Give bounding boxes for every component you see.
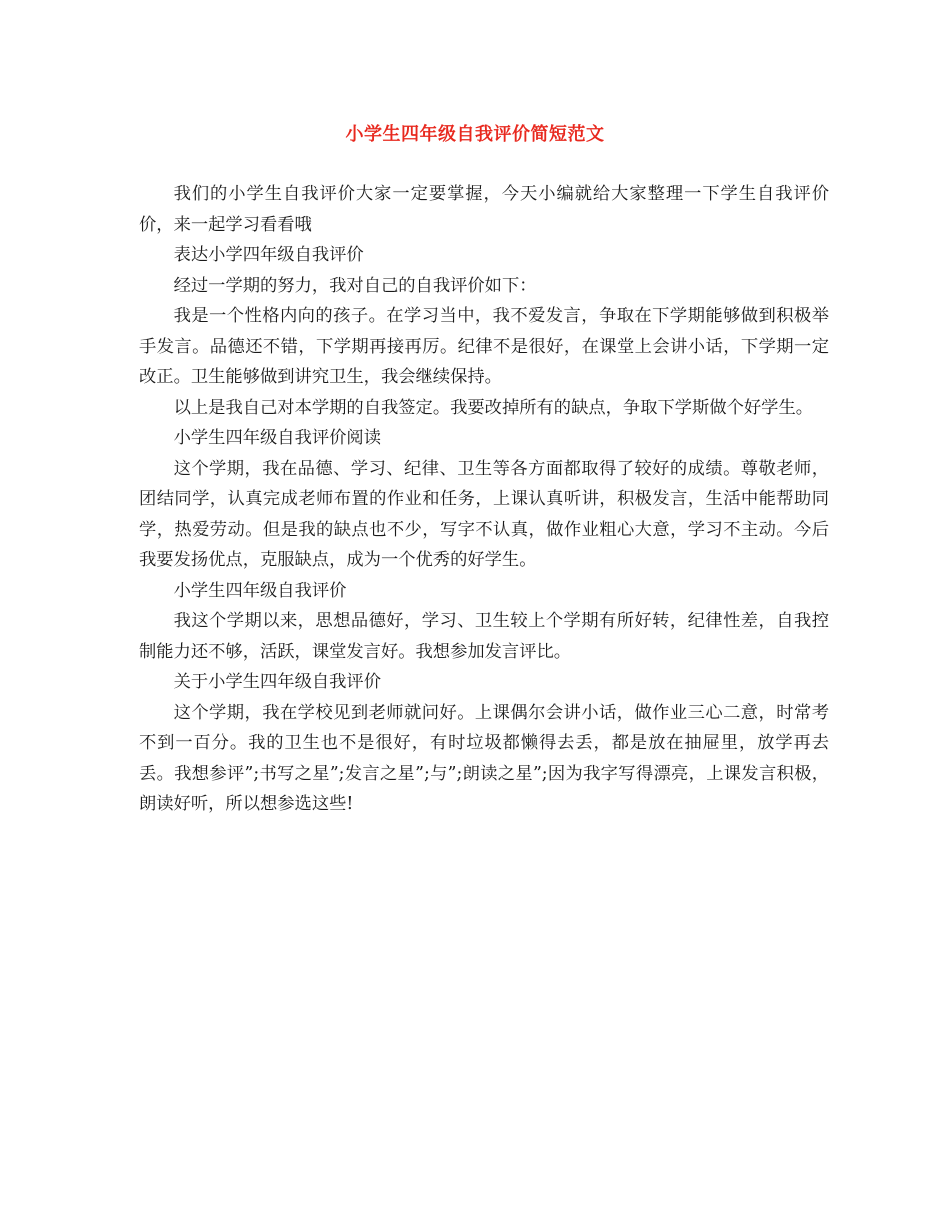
- section-heading: 小学生四年级自我评价: [173, 580, 347, 601]
- paragraph-intro: 我们的小学生自我评价大家一定要掌握，今天小编就给大家整理一下学生自我评价价，来一起学习看看哦: [139, 184, 829, 235]
- paragraph: 以上是我自己对本学期的自我签定。我要改掉所有的缺点，争取下学斯做个好学生。: [173, 397, 814, 418]
- paragraph: 经过一学期的努力，我对自己的自我评价如下：: [173, 275, 537, 296]
- paragraph: 这个学期，我在品德、学习、纪律、卫生等各方面都取得了较好的成绩。尊敬老师，团结同学，认真完成老师布置的作业和任务，上课认真听讲，积极发言，生活中能帮助同学，热爱劳动。但是我的缺点也不少，写字不认真，做作业粗心大意，学习不主动。今后我要发扬优点，克服缺点，成为一个优秀的好学生。: [139, 458, 829, 570]
- section-heading: 表达小学四年级自我评价: [173, 245, 364, 265]
- paragraph: 这个学期，我在学校见到老师就问好。上课偶尔会讲小话，做作业三心二意，时常考不到一百分。我的卫生也不是很好，有时垃圾都懒得去丢，都是放在抽屉里，放学再去丢。我想参评”;书写之星”;发言之星”;与”;朗读之星”;因为我字写得漂亮，上课发言积极，朗读好听，所以想参选这些!: [139, 702, 829, 814]
- document-body: [139, 179, 829, 820]
- paragraph: 我这个学期以来，思想品德好，学习、卫生较上个学期有所好转，纪律性差，自我控制能力还不够，活跃，课堂发言好。我想参加发言评比。: [139, 611, 829, 662]
- document-title: 小学生四年级自我评价简短范文: [345, 124, 605, 145]
- paragraph: 我是一个性格内向的孩子。在学习当中，我不爱发言，争取在下学期能够做到积极举手发言。品德还不错，下学期再接再厉。纪律不是很好，在课堂上会讲小话，下学期一定改正。卫生能够做到讲究卫生，我会继续保持。: [139, 306, 829, 387]
- section-heading: 小学生四年级自我评价阅读: [173, 428, 381, 448]
- section-heading: 关于小学生四年级自我评价: [173, 672, 381, 692]
